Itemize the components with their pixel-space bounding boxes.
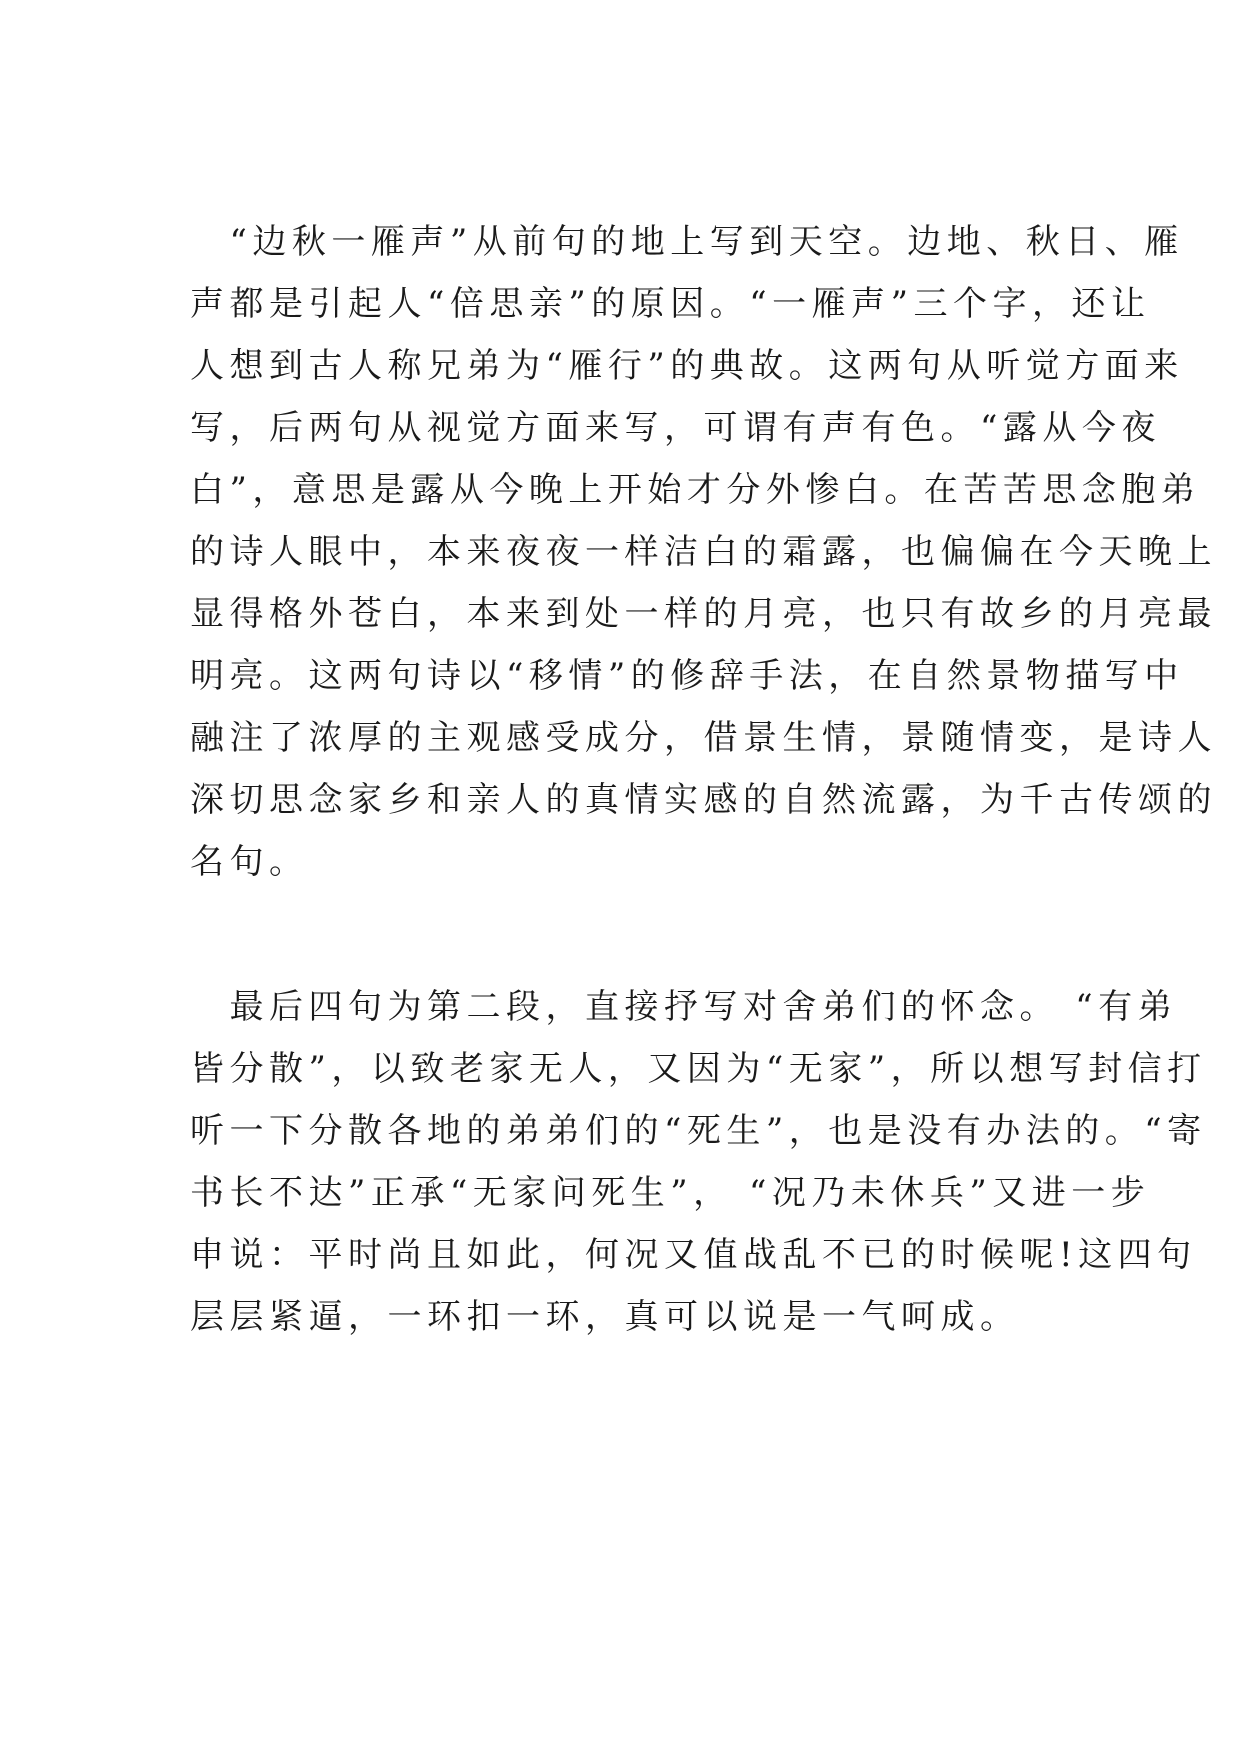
paragraph-line: 层层紧逼，一环扣一环，真可以说是一气呵成。 xyxy=(190,1297,1020,1337)
paragraph-line: 最后四句为第二段，直接抒写对舍弟们的怀念。 “有弟 xyxy=(190,987,1178,1027)
paragraph-line: 声都是引起人“倍思亲”的原因。“一雁声”三个字，还让 xyxy=(190,284,1151,324)
paragraph-line: 申说：平时尚且如此，何况又值战乱不已的时候呢!这四句 xyxy=(190,1235,1197,1275)
paragraph-line: 融注了浓厚的主观感受成分，借景生情，景随情变，是诗人 xyxy=(190,718,1217,758)
paragraph-line: 明亮。这两句诗以“移情”的修辞手法，在自然景物描写中 xyxy=(190,656,1184,696)
paragraph-line: 写，后两句从视觉方面来写，可谓有声有色。“露从今夜 xyxy=(190,408,1161,448)
paragraph-line: 皆分散”，以致老家无人，又因为“无家”，所以想写封信打 xyxy=(190,1049,1207,1089)
paragraph-line: 的诗人眼中，本来夜夜一样洁白的霜露，也偏偏在今天晚上 xyxy=(190,532,1217,572)
paragraph-line: 显得格外苍白，本来到处一样的月亮，也只有故乡的月亮最 xyxy=(190,594,1217,634)
paragraph-1 xyxy=(190,211,1217,893)
paragraph-2 xyxy=(190,976,1207,1348)
paragraph-line: 听一下分散各地的弟弟们的“死生”，也是没有办法的。“寄 xyxy=(190,1111,1207,1151)
paragraph-line: 深切思念家乡和亲人的真情实感的自然流露，为千古传颂的 xyxy=(190,780,1217,820)
paragraph-line: “边秋一雁声”从前句的地上写到天空。边地、秋日、雁 xyxy=(190,222,1184,262)
paragraph-line: 人想到古人称兄弟为“雁行”的典故。这两句从听觉方面来 xyxy=(190,346,1184,386)
paragraph-line: 白”，意思是露从今晚上开始才分外惨白。在苦苦思念胞弟 xyxy=(190,470,1201,510)
paragraph-line: 书长不达”正承“无家问死生”， “况乃未休兵”又进一步 xyxy=(190,1173,1151,1213)
paragraph-line: 名句。 xyxy=(190,842,309,882)
